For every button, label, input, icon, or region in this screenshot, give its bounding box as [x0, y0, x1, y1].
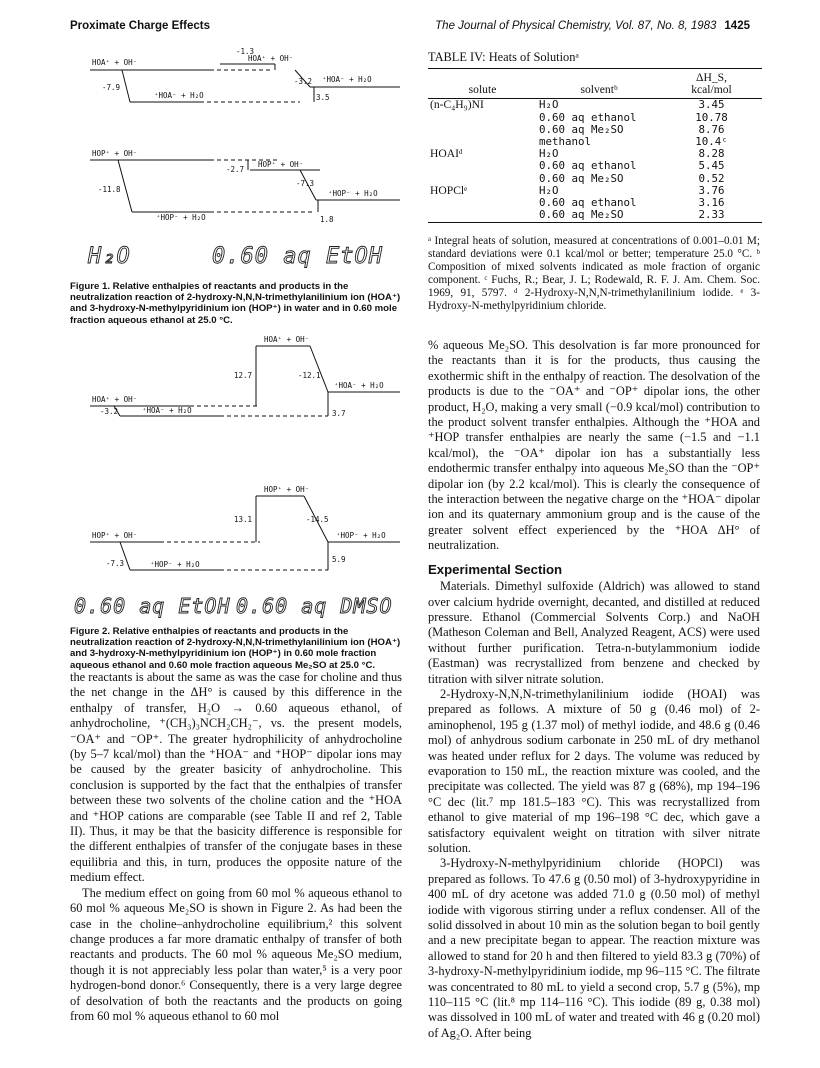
- figure-1-solvent-right: 0.60 aq EtOH: [212, 244, 383, 269]
- header-solute: solute: [428, 71, 537, 99]
- fig2a-product-right: ⁺HOA⁻ + H₂O: [334, 381, 384, 390]
- fig1b-product-right: ⁺HOP⁻ + H₂O: [328, 189, 378, 198]
- table-cell-solvent: 0.60 aq Me₂SO: [539, 122, 624, 136]
- table-title: TABLE IV: Heats of Solutionᵃ: [428, 50, 579, 64]
- table-cell-solvent: 0.60 aq Me₂SO: [539, 171, 624, 185]
- fig2b-product-right: ⁺HOP⁻ + H₂O: [336, 531, 386, 540]
- table-cell-value: 10.78: [695, 110, 728, 124]
- fig2a-top: HOA⁺ + OH⁻: [264, 335, 310, 344]
- table-cell-solvent: 0.60 aq ethanol: [539, 159, 637, 173]
- table-cell-solute: [428, 160, 537, 172]
- table-cell-value: 10.4ᶜ: [695, 135, 728, 149]
- fig1b-v1: -2.7: [226, 165, 245, 174]
- figure-1-caption-label: Figure 1.: [70, 281, 110, 292]
- table-cell-solute: HOPClᵉ: [430, 183, 468, 197]
- table-cell-value: 3.45: [698, 98, 725, 112]
- figure-2-panel-hoa: [90, 335, 400, 418]
- table-footnotes: ᵃ Integral heats of solution, measured at concentrations of 0.001–0.01 M; standard deviations were 0.1 kcal/mol or better; temperature 25.0 °C. ᵇ Composition of mixed solvents indicated as mole fraction of organic component. ᶜ Fuchs, R.; Bear, J. L; Rodewald, R. F. J. Am. Chem. Soc. 1969, 91, 5797. ᵈ 2-Hydroxy-N,N,N-trimethylanilinium iodide. ᵉ 3-Hydroxy-N-methylpyridinium chloride.: [428, 235, 760, 312]
- table-cell-solute: [428, 112, 537, 124]
- fig1b-v2: -11.8: [98, 185, 121, 194]
- header-dh-symbol: ΔH_S,: [696, 71, 727, 84]
- figure-1-caption-text: Relative enthalpies of reactants and products in the neutralization reaction of 2-hydroxy-N,N,N-trimethylanilinium ion (HOA⁺) and 3-hydroxy-N-methylpyridinium ion (HOP⁺) in water and in 0.60 mole fraction aqueous ethanol at 25.0 °C.: [70, 281, 401, 326]
- right-column-body: [428, 338, 760, 1041]
- table-cell-solvent: methanol: [539, 135, 592, 149]
- table-cell-solute: [428, 197, 537, 209]
- table-cell-value: 5.45: [698, 159, 725, 173]
- fig2b-reactants-left: HOP⁺ + OH⁻: [92, 531, 138, 540]
- figure-2-panel-hop: [90, 485, 400, 570]
- fig2a-product-left: ⁺HOA⁻ + H₂O: [142, 406, 192, 415]
- section-heading: Experimental Section: [428, 561, 563, 577]
- fig1a-reactants-left: HOA⁺ + OH⁻: [92, 58, 138, 67]
- header-solvent: solventᵇ: [537, 71, 661, 99]
- heats-of-solution-table: [428, 68, 762, 223]
- table-row: [428, 112, 762, 124]
- paragraph-materials: Materials. Dimethyl sulfoxide (Aldrich) was allowed to stand over calcium hydride overnight, decanted, and distilled at reduced pressure. Ethanol (Commercial Solvents Corp.) and NaOH (Matheson Coleman and Bell, Analyzed Reagent, ACS) were used without further purification. Tetra-n-butylammonium iodide (Eastman) was recrystallized from benzene and checked by titration with silver nitrate solution.: [428, 579, 760, 686]
- fig1b-product-left: ⁺HOP⁻ + H₂O: [156, 213, 206, 222]
- left-column-body: [70, 670, 402, 1024]
- table-row: [428, 173, 762, 185]
- table-cell-value: 3.16: [698, 196, 725, 210]
- table-cell-value: 3.76: [698, 183, 725, 197]
- fig2b-v3: -7.3: [106, 559, 125, 568]
- page-number: 1425: [724, 20, 750, 32]
- fig2a-v2: -12.1: [298, 371, 321, 380]
- figure-2-solvent-left: 0.60 aq EtOH: [74, 594, 231, 618]
- fig2b-v4: 5.9: [332, 555, 346, 564]
- fig2a-v3: -3.2: [100, 407, 119, 416]
- figure-2-solvent-right: 0.60 aq DMSO: [236, 594, 393, 618]
- fig2b-product-left: ⁺HOP⁻ + H₂O: [150, 560, 200, 569]
- figure-2-caption-label: Figure 2.: [70, 626, 110, 637]
- table-cell-solute: (n-C₄H₉)NI: [430, 98, 484, 112]
- journal-citation: The Journal of Physical Chemistry, Vol. 87, No. 8, 1983: [435, 20, 717, 32]
- fig1b-v4: 1.8: [320, 215, 334, 224]
- figure-1-solvent-left: H₂O: [88, 244, 131, 269]
- fig1b-reactants-left: HOP⁺ + OH⁻: [92, 149, 138, 158]
- fig2b-v2: -14.5: [306, 515, 329, 524]
- fig1a-reactants-right: HOA⁺ + OH⁻: [248, 54, 294, 63]
- fig2b-v1: 13.1: [234, 515, 253, 524]
- table-cell-solvent: 0.60 aq ethanol: [539, 196, 637, 210]
- fig1b-v3: -7.3: [296, 179, 315, 188]
- paragraph-hoai: 2-Hydroxy-N,N,N-trimethylanilinium iodide (HOAI) was prepared as follows. A mixture of 50 g (0.46 mol) of 2-aminophenol, 195 g (1.37 mol) of methyl iodide, and 48.6 g (0.46 mol) of anhydrous sodium carbonate in 250 mL of dry methanol was heated under reflux for 2 days. The volume was reduced by evaporation to 150 mL, the reaction mixture was cooled, and the precipitate was collected. The yield was 87 g (68%), mp 194–196 °C dec (lit.⁷ mp 181.5–183 °C). This was recrystallized from ethanol to give material of mp 196–198 °C dec, which gave a satisfactory equivalent weight on titration with silver nitrate solution.: [428, 686, 760, 855]
- figure-1-panel-hoa: [90, 47, 400, 102]
- paragraph-left-1: the reactants is about the same as was the case for choline and thus the net change in the ΔH° is caused by this difference in the enthalpy of transfer, H₂O → 0.60 aqueous ethanol, of anhydrocholine, ⁺(CH₃)₃NCH₂CH₂⁻, vs. the present models, ⁻OA⁺ and ⁻OP⁺. The greater hydrophilicity of anhydrocholine (by 5–7 kcal/mol) than the ⁺HOA⁻ and ⁺HOP⁻ dipolar ions may be caused by the greater basicity of anhydrocholine. This conclusion is supported by the fact that the enthalpies of transfer between these two solvents of the choline cation and the ⁺HOA and ⁺HOP cations are comparable (see Table II and ref 2, Table II). Thus, it may be that the basicity difference is responsible for the different enthalpies of transfer of the conjugate bases in these equilibria and this, in turn, produces the opposite nature of the medium effect.: [70, 670, 402, 885]
- figure-2: [70, 332, 402, 594]
- paragraph-right-intro: % aqueous Me₂SO. This desolvation is far more pronounced for the reactants than it is for the products, thus causing the exothermic shift in the enthalpy of reaction. The desolvation of the products is due to the ⁻OA⁺ and ⁻OP⁺ dipolar ions, the other product, H₂O, making a very small (−0.9 kcal/mol) contribution to the product solvent transfer enthalpies. Although the ⁺HOA and ⁺HOP transfer enthalpies are nearly the same (−1.5 and −1.1 kcal/mol), the ⁻OA⁺ dipolar ion has a substantially less endothermic transfer enthalpy into aqueous Me₂SO than the ⁻OP⁺ dipolar ion (by 2.2 kcal/mol). This is clearly the consequence of the interaction between the negative charge on the ⁺HOA⁻ dipolar ion and its quaternary ammonium group and is the cause of the greater solvent effect experienced by the ⁺HOA ΔH° of neutralization.: [428, 338, 760, 553]
- table-cell-solute: [428, 209, 537, 223]
- figure-1-caption: [70, 281, 402, 326]
- table-row: [428, 99, 762, 112]
- table-cell-solute: [428, 173, 537, 185]
- table-cell-value: 8.76: [698, 122, 725, 136]
- table-cell-solvent: 0.60 aq ethanol: [539, 110, 637, 124]
- paragraph-hopcl: 3-Hydroxy-N-methylpyridinium chloride (HOPCl) was prepared as follows. To 47.6 g (0.50 mol) of 3-hydroxypyridine in 400 mL of dry acetone was added 71.0 g (0.50 mol) of methyl iodide with vigorous stirring under a reflux condenser. All of the solid dissolved in about 10 min as the solution began to boil gently and a new precipitate began to appear. The reaction mixture was allowed to stand for 20 h and then filtered to yield 83.3 g (70%) of 3-hydroxy-N-methylpyridinium iodide, mp 96–115 °C. The filtrate was concentrated to 80 mL to yield a second crop, 5.7 g (5%), mp 110–115 °C (lit.⁸ mp 114–116 °C). This iodide (89 g, 0.38 mol) was dissolved in 100 mL of water and treated with 46 g (0.20 mol) of Ag₂O. After being: [428, 856, 760, 1040]
- fig1a-product-left: ⁺HOA⁻ + H₂O: [154, 91, 204, 100]
- running-header-right: [435, 20, 750, 32]
- fig1a-product-right: ⁺HOA⁻ + H₂O: [322, 75, 372, 84]
- table-cell-solvent: H₂O: [539, 183, 559, 197]
- fig1a-v1: -1.3: [236, 47, 255, 56]
- header-dh: [661, 71, 762, 99]
- table-cell-value: 2.33: [661, 209, 762, 223]
- fig2a-v1: 12.7: [234, 371, 253, 380]
- header-dh-unit: kcal/mol: [691, 83, 732, 97]
- running-header-left: Proximate Charge Effects: [70, 20, 210, 32]
- table-cell-solute: HOAIᵈ: [430, 147, 463, 161]
- fig2a-v4: 3.7: [332, 409, 346, 418]
- fig2b-top: HOP⁺ + OH⁻: [264, 485, 310, 494]
- figure-2-caption-text: Relative enthalpies of reactants and products in the neutralization reaction of 2-hydroxy-N,N,N-trimethylanilinium ion (HOA⁺) and 3-hydroxy-N-methylpyridinium ion (HOP⁺) in 0.60 mole fraction aqueous ethanol and 0.60 mole fraction aqueous Me₂SO at 25.0 °C.: [70, 626, 401, 671]
- table-row: [428, 209, 762, 223]
- paragraph-left-2: The medium effect on going from 60 mol % aqueous ethanol to 60 mol % aqueous Me₂SO is shown in Figure 2. As had been the case in the choline–anhydrocholine equilibrium,² this solvent change produces a far more dramatic enthalpy of transfer of both reactants and products. The 60 mol % aqueous Me₂SO medium, though it is not appreciably less polar than water,⁵ is a very poor hydrogen-bond donor.⁶ Consequently, there is a very large degree of desolvation of both the reactants and the products on going from 60 mol % aqueous ethanol to 60 mol: [70, 885, 402, 1023]
- fig1a-v3: -3.2: [294, 77, 313, 86]
- table-cell-solvent: H₂O: [539, 98, 559, 112]
- table-cell-value: 8.28: [698, 147, 725, 161]
- fig1a-v2: -7.9: [102, 83, 121, 92]
- fig2a-reactants-left: HOA⁺ + OH⁻: [92, 395, 138, 404]
- figure-2-caption: [70, 626, 402, 671]
- table-cell-solvent: 0.60 aq Me₂SO: [537, 209, 661, 223]
- table-cell-solute: [428, 124, 537, 136]
- figure-1-panel-hop: [90, 149, 400, 224]
- table-cell-value: 0.52: [698, 171, 725, 185]
- fig1a-v4: 3.5: [316, 93, 330, 102]
- fig1b-reactants-right: HOP⁺ + OH⁻: [258, 160, 304, 169]
- table-row: [428, 160, 762, 172]
- table-cell-solvent: H₂O: [539, 147, 559, 161]
